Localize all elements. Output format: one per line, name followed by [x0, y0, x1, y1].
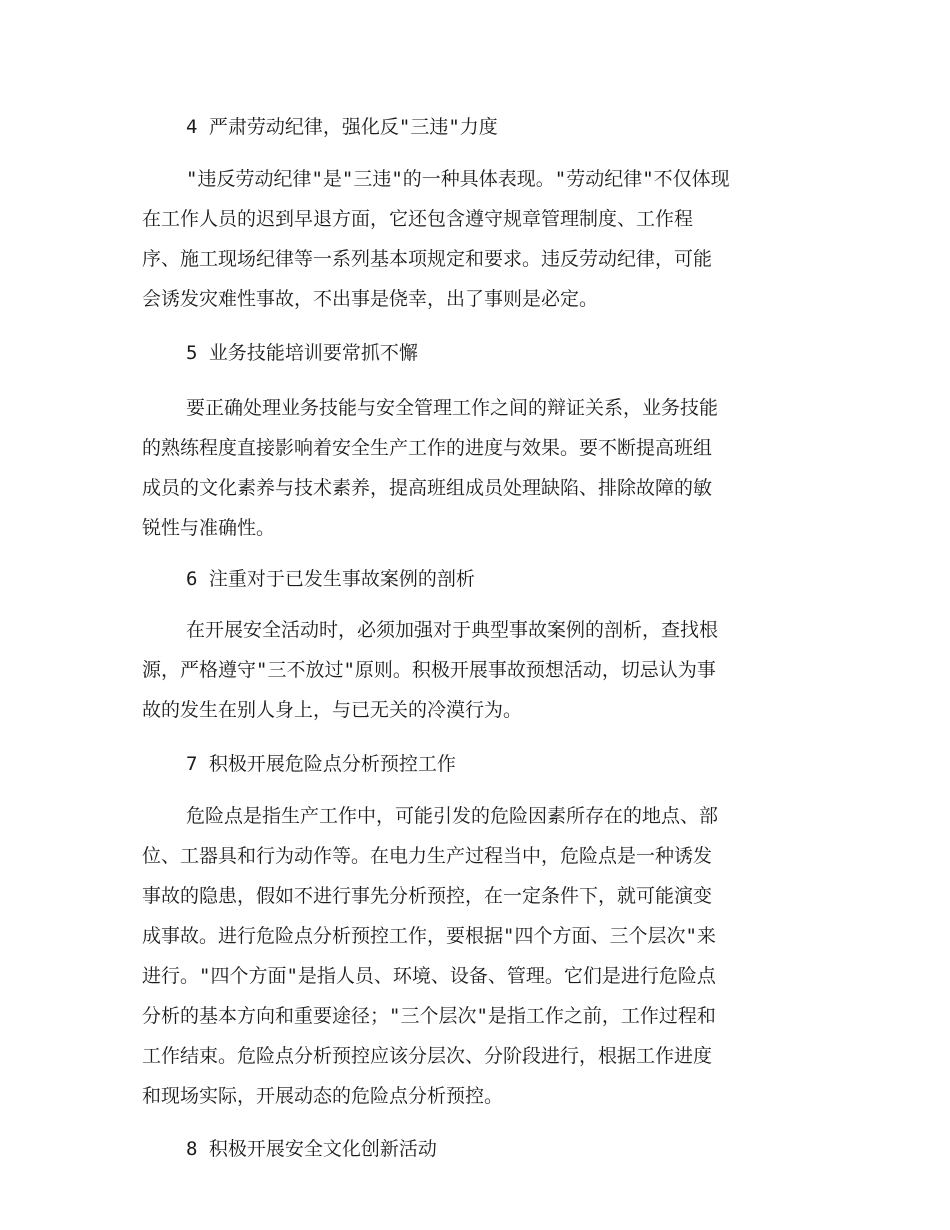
section-heading: 8 积极开展安全文化创新活动 [186, 1138, 437, 1160]
paragraph-line: 事故的隐患，假如不进行事先分析预控，在一定条件下，就可能演变 [142, 885, 713, 907]
paragraph-line: 会诱发灾难性事故，不出事是侥幸，出了事则是必定。 [142, 288, 599, 310]
section-paragraph [142, 796, 802, 1116]
paragraph-line: 故的发生在别人身上，与已无关的冷漠行为。 [142, 699, 523, 721]
paragraph-line: 的熟练程度直接影响着安全生产工作的进度与效果。要不断提高班组 [142, 437, 713, 459]
section-paragraph [142, 159, 802, 319]
paragraph-line: 在工作人员的迟到早退方面，它还包含遵守规章管理制度、工作程 [142, 208, 694, 230]
section-paragraph [142, 388, 802, 548]
paragraph-line: 危险点是指生产工作中，可能引发的危险因素所存在的地点、部 [186, 805, 719, 827]
paragraph-line: 在开展安全活动时，必须加强对于典型事故案例的剖析，查找根 [186, 619, 719, 641]
section-heading: 7 积极开展危险点分析预控工作 [186, 753, 456, 775]
paragraph-line: 工作结束。危险点分析预控应该分层次、分阶段进行，根据工作进度 [142, 1045, 713, 1067]
paragraph-line: 序、施工现场纪律等一系列基本项规定和要求。违反劳动纪律，可能 [142, 248, 713, 270]
paragraph-line: 锐性与准确性。 [142, 517, 276, 539]
paragraph-line: 分析的基本方向和重要途径；"三个层次"是指工作之前，工作过程和 [142, 1005, 716, 1027]
paragraph-line: 成事故。进行危险点分析预控工作，要根据"四个方面、三个层次"来 [142, 925, 716, 947]
section-heading: 4 严肃劳动纪律，强化反"三违"力度 [186, 116, 498, 138]
paragraph-line: 源，严格遵守"三不放过"原则。积极开展事故预想活动，切忌认为事 [142, 659, 716, 681]
paragraph-line: 进行。"四个方面"是指人员、环境、设备、管理。它们是进行危险点 [142, 965, 716, 987]
paragraph-line: 和现场实际，开展动态的危险点分析预控。 [142, 1085, 504, 1107]
paragraph-line: 要正确处理业务技能与安全管理工作之间的辩证关系，业务技能 [186, 397, 719, 419]
section-heading: 6 注重对于已发生事故案例的剖析 [186, 568, 475, 590]
paragraph-line: "违反劳动纪律"是"三违"的一种具体表现。"劳动纪律"不仅体现 [186, 168, 730, 190]
document-page [142, 108, 802, 1168]
section-paragraph [142, 610, 802, 730]
section-heading: 5 业务技能培训要常抓不懈 [186, 342, 418, 364]
paragraph-line: 成员的文化素养与技术素养，提高班组成员处理缺陷、排除故障的敏 [142, 477, 713, 499]
paragraph-line: 位、工器具和行为动作等。在电力生产过程当中，危险点是一种诱发 [142, 845, 713, 867]
